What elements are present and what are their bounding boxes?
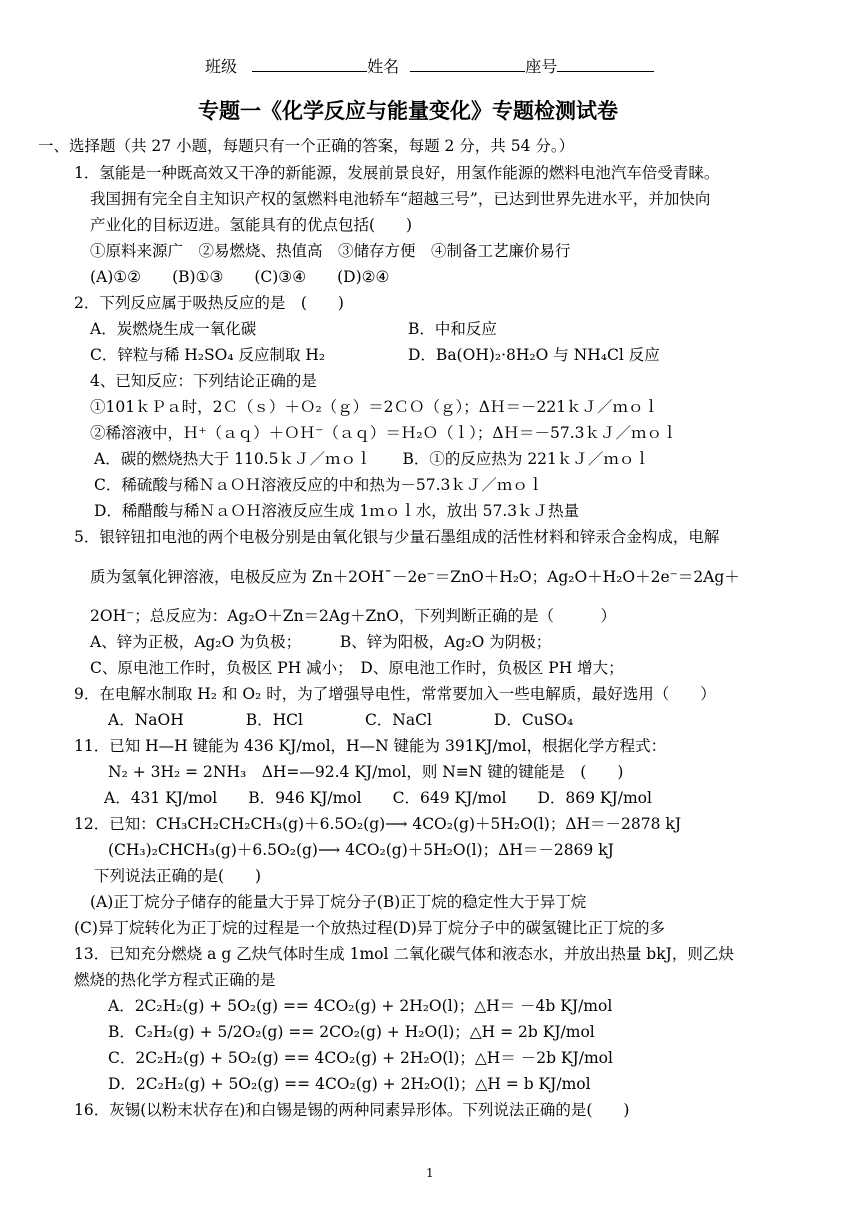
answer-option: B．C₂H₂(g) + 5/2O₂(g) == 2CO₂(g) + H₂O(l)；△H = 2b KJ/mol xyxy=(108,1023,595,1041)
question-line: 1．氢能是一种既高效又干净的新能源，发展前景良好，用氢作能源的燃料电池汽车倍受青睐。 xyxy=(74,164,720,182)
question-line: ②稀溶液中，Ｈ⁺（ａｑ）＋ＯＨ⁻（ａｑ）＝Ｈ₂Ｏ（ｌ）；ΔＨ＝－57.3ｋＪ／ｍｏｌ xyxy=(90,424,678,442)
seat-label: 座号 xyxy=(525,57,558,76)
question-line: 产业化的目标迈进。氢能具有的优点包括( ) xyxy=(90,216,413,234)
class-blank[interactable] xyxy=(252,55,367,72)
answer-options: A．431 KJ/mol B．946 KJ/mol C．649 KJ/mol D．869 KJ/mol xyxy=(104,789,652,807)
answer-option: A、锌为正极，Ag₂O 为负极； B、锌为阳极，Ag₂O 为阴极； xyxy=(90,633,552,651)
answer-option: A．碳的燃烧热大于 110.5ｋＪ／ｍｏｌ B．①的反应热为 221ｋＪ／ｍｏｌ xyxy=(94,450,650,468)
question-line: ①101ｋＰａ时，2Ｃ（ｓ）＋Ｏ₂（ｇ）＝2ＣＯ（ｇ）；ΔＨ＝－221ｋＪ／ｍｏｌ xyxy=(90,398,660,416)
page-number: 1 xyxy=(426,1166,434,1180)
student-info-header xyxy=(205,55,654,78)
question-line: 我国拥有完全自主知识产权的氢燃料电池轿车“超越三号”，已达到世界先进水平，并加快向 xyxy=(90,190,711,208)
question-line: 2．下列反应属于吸热反应的是 ( ) xyxy=(74,294,344,312)
question-line: 下列说法正确的是( ) xyxy=(94,867,262,885)
question-line: 质为氢氧化钾溶液，电极反应为 Zn＋2OH¯－2e⁻＝ZnO＋H₂O；Ag₂O＋H₂O＋2e⁻＝2Ag＋ xyxy=(90,568,740,586)
name-label: 姓名 xyxy=(367,57,400,76)
class-label: 班级 xyxy=(205,57,238,76)
name-blank[interactable] xyxy=(410,55,525,72)
answer-option: (C)异丁烷转化为正丁烷的过程是一个放热过程(D)异丁烷分子中的碳氢键比正丁烷的多 xyxy=(74,919,665,937)
question-line: 13．已知充分燃烧 a g 乙炔气体时生成 1mol 二氧化碳气体和液态水，并放出热量 bkJ，则乙炔 xyxy=(74,945,734,963)
answer-option: D．稀醋酸与稀ＮａＯＨ溶液反应生成 1ｍｏｌ水，放出 57.3ｋＪ热量 xyxy=(94,502,580,520)
answer-option: C．锌粒与稀 H₂SO₄ 反应制取 H₂ xyxy=(90,346,326,364)
question-line: 2OH⁻；总反应为：Ag₂O＋Zn＝2Ag＋ZnO，下列判断正确的是（ ） xyxy=(90,607,616,625)
question-line: 燃烧的热化学方程式正确的是 xyxy=(74,971,276,989)
question-line: 4、已知反应：下列结论正确的是 xyxy=(90,372,317,390)
answer-option: C．稀硫酸与稀ＮａＯＨ溶液反应的中和热为－57.3ｋＪ／ｍｏｌ xyxy=(94,476,544,494)
answer-options: A．NaOH B．HCl C．NaCl D．CuSO₄ xyxy=(108,711,574,729)
answer-option: A．炭燃烧生成一氧化碳 xyxy=(90,320,257,338)
answer-option: B．中和反应 xyxy=(408,320,497,338)
question-line: 16．灰锡(以粉末状存在)和白锡是锡的两种同素异形体。下列说法正确的是( ) xyxy=(74,1101,630,1119)
seat-blank[interactable] xyxy=(557,55,654,72)
answer-option: A．2C₂H₂(g) + 5O₂(g) == 4CO₂(g) + 2H₂O(l)；△H＝ －4b KJ/mol xyxy=(108,997,613,1015)
answer-option: C、原电池工作时，负极区 PH 减小； D、原电池工作时，负极区 PH 增大； xyxy=(90,659,624,677)
question-line: 12．已知：CH₃CH₂CH₂CH₃(g)＋6.5O₂(g)⟶ 4CO₂(g)＋5H₂O(l)；ΔH＝－2878 kJ xyxy=(74,815,682,833)
question-line: N₂ + 3H₂ = 2NH₃ ΔH=—92.4 KJ/mol，则 N≡N 键的键能是 ( ) xyxy=(108,763,624,781)
page-title: 专题一《化学反应与能量变化》专题检测试卷 xyxy=(198,98,618,123)
answer-option: C．2C₂H₂(g) + 5O₂(g) == 4CO₂(g) + 2H₂O(l)；△H＝ －2b KJ/mol xyxy=(108,1049,613,1067)
question-line: 9．在电解水制取 H₂ 和 O₂ 时，为了增强导电性，常常要加入一些电解质，最好选用（ ） xyxy=(74,685,716,703)
answer-option: D．2C₂H₂(g) + 5O₂(g) == 4CO₂(g) + 2H₂O(l)；△H = b KJ/mol xyxy=(108,1075,591,1093)
question-line: 5．银锌钮扣电池的两个电极分别是由氧化银与少量石墨组成的活性材料和锌汞合金构成，电解 xyxy=(74,528,720,546)
answer-option: D．Ba(OH)₂·8H₂O 与 NH₄Cl 反应 xyxy=(408,346,660,364)
question-line: (CH₃)₂CHCH₃(g)＋6.5O₂(g)⟶ 4CO₂(g)＋5H₂O(l)；ΔH＝－2869 kJ xyxy=(108,841,614,859)
section-heading: 一、选择题（共 27 小题，每题只有一个正确的答案，每题 2 分，共 54 分。） xyxy=(38,137,575,155)
answer-options: (A)①② (B)①③ (C)③④ (D)②④ xyxy=(90,268,390,286)
answer-option: (A)正丁烷分子储存的能量大于异丁烷分子(B)正丁烷的稳定性大于异丁烷 xyxy=(90,893,587,911)
question-line: 11．已知 H—H 键能为 436 KJ/mol，H—N 键能为 391KJ/mol，根据化学方程式： xyxy=(74,737,667,755)
question-line: ①原料来源广 ②易燃烧、热值高 ③储存方便 ④制备工艺廉价易行 xyxy=(90,242,571,260)
